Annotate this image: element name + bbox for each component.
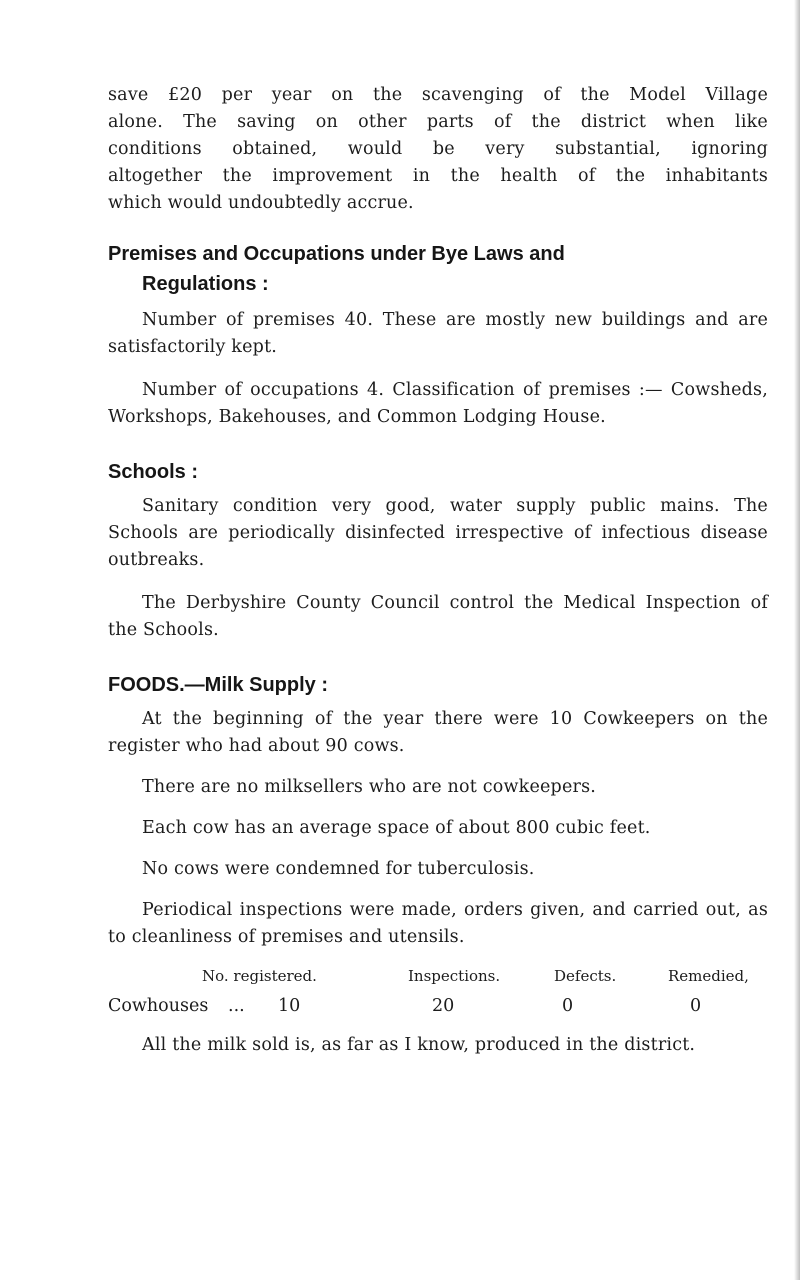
- foods-heading: FOODS.—Milk Supply :: [108, 674, 329, 696]
- table-cell-defects: 0: [562, 996, 574, 1016]
- table-row-label: Cowhouses: [108, 996, 209, 1016]
- foods-paragraph-1: At the beginning of the year there were 10 Cowkeepers on the register who had about 90 cows.: [108, 709, 768, 756]
- premises-heading-line-2: Regulations :: [142, 273, 269, 295]
- table-row: [108, 993, 768, 1020]
- intro-line-2: alone. The saving on other parts of the district when like: [108, 112, 768, 132]
- premises-paragraph-2: Number of occupations 4. Classification of premises :— Cowsheds, Workshops, Bakehouses, and Common Lodging House.: [108, 380, 768, 427]
- schools-paragraph-2: The Derbyshire County Council control the Medical Inspection of the Schools.: [108, 593, 768, 640]
- table-header-remedied: Remedied,: [668, 967, 749, 985]
- foods-paragraph-5: Periodical inspections were made, orders given, and carried out, as to cleanliness of premises and utensils.: [108, 900, 768, 947]
- table-header-row: [108, 965, 768, 987]
- table-cell-remedied: 0: [690, 996, 702, 1016]
- premises-heading: [108, 239, 768, 299]
- document-page: [108, 82, 768, 1059]
- premises-paragraph-1: Number of premises 40. These are mostly new buildings and are satisfactorily kept.: [108, 310, 768, 357]
- intro-paragraph: [108, 82, 768, 217]
- intro-line-1: save £20 per year on the scavenging of the Model Village: [108, 85, 768, 105]
- foods-paragraph-4: No cows were condemned for tuberculosis.: [142, 859, 535, 879]
- page-edge-shadow: [794, 0, 800, 1280]
- foods-paragraph-2: There are no milksellers who are not cowkeepers.: [142, 777, 597, 797]
- table-header-registered: No. registered.: [202, 967, 317, 985]
- schools-heading: Schools :: [108, 461, 199, 483]
- table-cell-inspections: 20: [432, 996, 455, 1016]
- cowhouse-table: [108, 965, 768, 1020]
- intro-line-4: altogether the improvement in the health of the inhabitants: [108, 166, 768, 186]
- foods-paragraph-3: Each cow has an average space of about 800 cubic feet.: [142, 818, 651, 838]
- schools-paragraph-1: Sanitary condition very good, water supply public mains. The Schools are periodically disinfected irrespective of infectious disease outbreaks.: [108, 496, 768, 570]
- foods-paragraph-6: All the milk sold is, as far as I know, produced in the district.: [142, 1035, 696, 1055]
- table-header-defects: Defects.: [554, 967, 617, 985]
- premises-heading-line-1: Premises and Occupations under Bye Laws and: [108, 243, 565, 265]
- intro-line-5: which would undoubtedly accrue.: [108, 193, 414, 213]
- intro-line-3: conditions obtained, would be very substantial, ignoring: [108, 139, 768, 159]
- table-cell-registered: 10: [278, 996, 301, 1016]
- table-header-inspections: Inspections.: [408, 967, 501, 985]
- table-row-leader-dots: ...: [228, 996, 245, 1016]
